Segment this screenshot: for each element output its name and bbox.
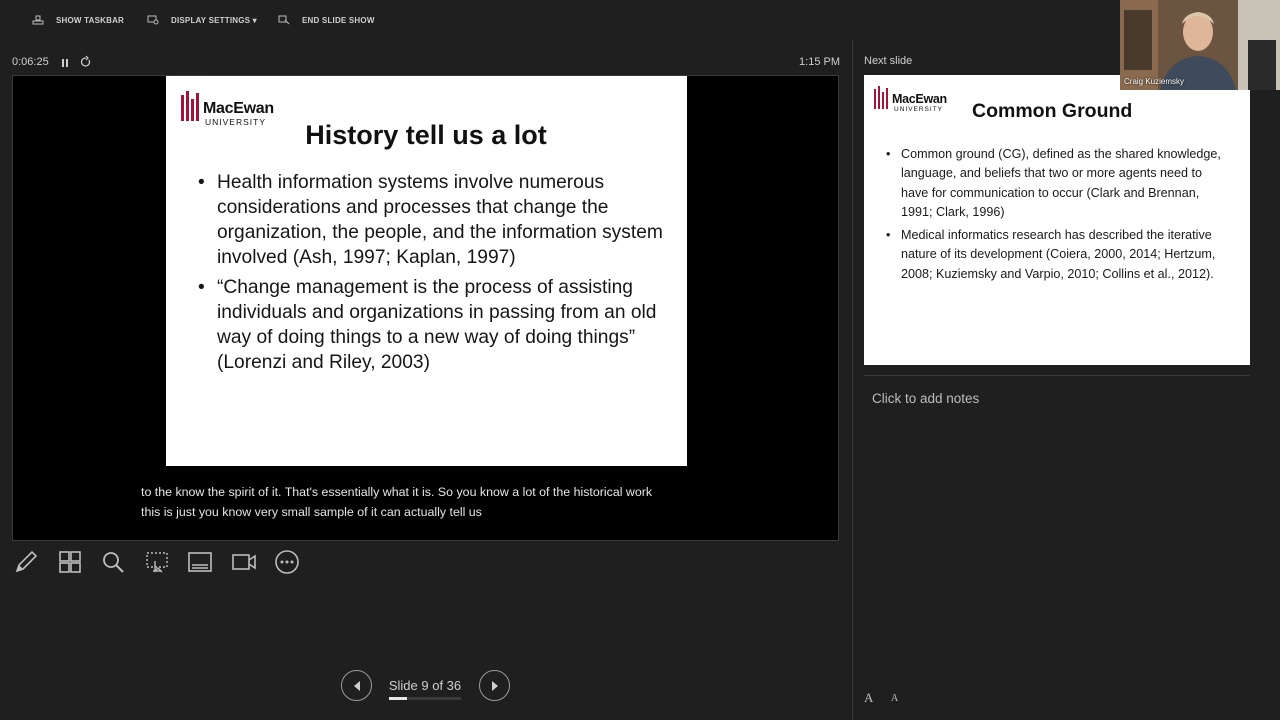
current-slide	[166, 76, 687, 466]
subtitles-icon[interactable]	[186, 548, 214, 576]
next-slide-button[interactable]	[479, 670, 510, 701]
top-toolbar	[0, 0, 1280, 40]
logo-mark-icon	[181, 91, 199, 121]
display-settings-button[interactable]	[147, 13, 257, 27]
slide-bullet: • Health information systems involve numerous considerations and processes that change the organization, the people, and the information system involved (Ash, 1997; Kaplan, 1997)	[198, 170, 668, 270]
progress-fill	[389, 697, 407, 700]
notes-divider[interactable]	[864, 375, 1250, 376]
logo-name: MacEwan	[203, 100, 274, 117]
clock: 1:15 PM	[799, 56, 840, 68]
display-settings-icon	[147, 15, 159, 25]
elapsed-timer: 0:06:25	[12, 56, 49, 68]
participant-name: Craig Kuziemsky	[1124, 77, 1185, 86]
caption-line: to the know the spirit of it. That's essentially what it is. So you know a lot of the historical work	[141, 485, 653, 499]
slide-bullet: • “Change management is the process of assisting individuals and organizations in passing from an old way of doing things to a new way of doing things” (Lorenzi and Riley, 2003)	[198, 275, 668, 375]
logo-sub: UNIVERSITY	[205, 117, 267, 127]
triangle-right-icon	[490, 680, 500, 692]
next-slide-title: Common Ground	[972, 100, 1133, 122]
more-icon[interactable]	[273, 548, 301, 576]
triangle-left-icon	[352, 680, 362, 692]
webcam-video	[1120, 0, 1280, 90]
previous-slide-button[interactable]	[341, 670, 372, 701]
taskbar-icon	[32, 15, 44, 25]
pen-icon[interactable]	[12, 548, 40, 576]
pointer-screen-icon[interactable]	[143, 548, 171, 576]
logo-mark-icon	[874, 86, 888, 109]
decrease-font-button[interactable]: A	[891, 693, 899, 704]
macewan-logo	[874, 86, 947, 113]
show-taskbar-button[interactable]	[32, 13, 124, 27]
end-slide-show-label: END SLIDE SHOW	[302, 15, 375, 25]
pane-divider[interactable]	[852, 40, 853, 720]
logo-sub: UNIVERSITY	[894, 105, 944, 113]
next-slide-preview[interactable]	[864, 75, 1250, 365]
pause-icon[interactable]	[60, 56, 70, 68]
reset-timer-icon[interactable]	[80, 55, 92, 69]
end-slide-show-button[interactable]	[278, 13, 375, 27]
camera-icon[interactable]	[230, 548, 258, 576]
grid-icon[interactable]	[56, 548, 84, 576]
presenter-tools	[12, 548, 317, 576]
slide-progress-bar	[389, 697, 461, 700]
display-settings-label: DISPLAY SETTINGS ▾	[171, 15, 257, 25]
next-slide-bullet: • Medical informatics research has described the iterative nature of its development (Coiera, 2000, 2014; Hertzum, 2008; Kuziemsky and Varpio, 2010; Collins et al., 2012).	[886, 226, 1228, 284]
slide-counter[interactable]: Slide 9 of 36	[388, 678, 462, 693]
magnifier-icon[interactable]	[99, 548, 127, 576]
logo-name: MacEwan	[892, 92, 947, 106]
next-slide-label: Next slide	[864, 55, 913, 67]
speaker-notes-input[interactable]: Click to add notes	[872, 391, 980, 406]
current-slide-stage	[12, 75, 839, 541]
next-slide-bullet: • Common ground (CG), defined as the shared knowledge, language, and beliefs that two or more agents need to have for communication to occur (Clark and Brennan, 1991; Clark, 1996)	[886, 145, 1228, 222]
end-show-icon	[278, 15, 290, 25]
increase-font-button[interactable]: A	[864, 690, 874, 705]
slide-title: History tell us a lot	[305, 120, 547, 150]
next-slide-bullets	[886, 145, 1228, 288]
slide-bullets	[198, 170, 668, 380]
show-taskbar-label: SHOW TASKBAR	[56, 15, 125, 25]
caption-line: this is just you know very small sample of it can actually tell us	[141, 505, 482, 519]
live-caption	[141, 482, 741, 522]
